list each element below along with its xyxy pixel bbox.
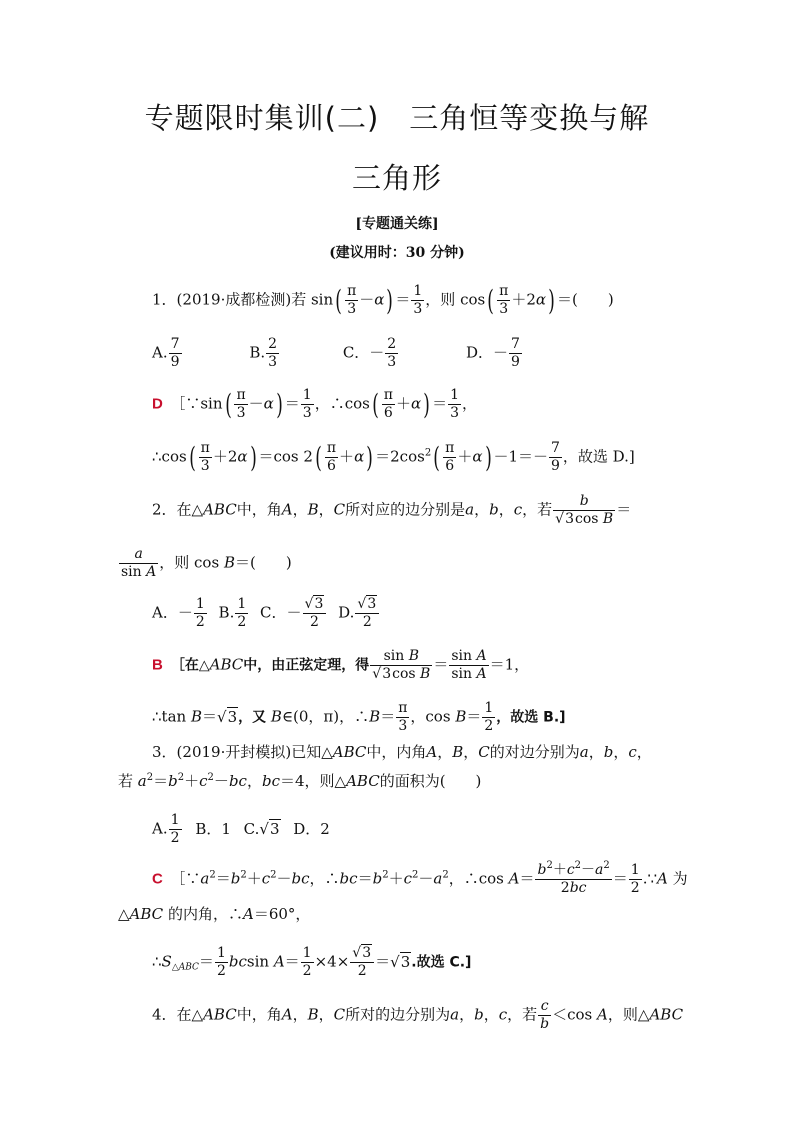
solution-1: D ［∵sin( $\frac{\pi}{3}$ －α) ＝ $\frac{1}{3}$ ，∴cos( $\frac{\pi}{6}$ ＋α) ＝ $\frac{1}{3}$ ， — [152, 387, 478, 421]
question-3-cont: 若 $a^2=b^2+c^2-bc$，bc＝4，则△ABC的面积为( ) — [118, 772, 482, 790]
question-2: 2．在△ABC中，角A，B，C所对应的边分别是a，b，c，若 $\frac{b}{\text{√3cos B}}$ ＝ — [152, 493, 632, 527]
question-1-options — [152, 336, 523, 371]
option-d[interactable]: D．－ $\frac{7}{9}$ — [466, 336, 520, 370]
option-b[interactable]: B. $\frac{1}{2}$ — [218, 596, 247, 630]
answer-1: D — [152, 395, 163, 413]
solution-2-cont: ∴tan B＝√3，又 B∈(0，π)，∴B＝ $\frac{\pi}{3}$ ，cos B＝ $\frac{1}{2}$ ，故选 B.] — [152, 700, 566, 734]
question-4: 4．在△ABC中，角A，B，C所对的边分别为a，b，c，若 $\frac{c}{b}$ ＜cos A，则△ABC — [152, 998, 684, 1032]
option-b[interactable]: B. $\frac{2}{3}$ — [249, 336, 278, 370]
question-2-options — [152, 596, 380, 631]
option-a[interactable]: A. $\frac{1}{2}$ — [152, 812, 180, 846]
answer-3: C — [152, 870, 163, 888]
option-c[interactable]: C．－ $\frac{2}{3}$ — [342, 336, 397, 370]
question-2-cont: $\frac{a}{\text{sin A}}$ ，则 cos B＝( ) — [121, 546, 292, 580]
option-d[interactable]: D. $\frac{√3}{2}$ — [338, 596, 380, 631]
option-a[interactable]: A．－ $\frac{1}{2}$ — [152, 596, 205, 630]
question-3-options — [152, 812, 330, 847]
solution-3-cont: △ABC 的内角，∴A＝60°， — [118, 905, 311, 923]
solution-3: C $[\because a^2=b^2+c^2-bc$，$\therefore bc=b^2+c^2-a^2$，∴cos A＝ $\frac{b^2+c^2-a^2}{2bc}$ ＝ $\frac{1}{2}$ .∵A 为 — [152, 860, 688, 896]
option-a[interactable]: A. $\frac{7}{9}$ — [152, 336, 180, 370]
solution-1-cont: ∴cos( $\frac{\pi}{3}$ ＋2α) ＝cos 2( $\frac{\pi}{6}$ $+\alpha) =2\cos^2$( $\frac{\pi}{6}$ ＋α) －1＝－ $\frac{7}{9}$ ，故选 D.] — [152, 440, 635, 474]
question-3: 3．(2019·开封模拟)已知△ABC中，内角A，B，C的对边分别为a，b，c， — [152, 743, 652, 761]
question-1: 1．(2019·成都检测)若 sin( $\frac{\pi}{3}$ －α) ＝ $\frac{1}{3}$ ，则 cos( $\frac{\pi}{3}$ ＋2α) ＝( ) — [152, 283, 614, 317]
page-title-continued: 三角形 — [351, 161, 442, 195]
option-d[interactable]: D．2 — [293, 819, 330, 838]
section-label: [专题通关练] — [355, 216, 439, 232]
solution-2: B ［在△ABC中，由正弦定理，得 $\frac{\text{sin B}}{\text{√3cos B}}$ ＝ $\frac{\text{sin A}}{\text{sin A}}$ ＝1， — [152, 648, 530, 682]
answer-2: B — [152, 656, 163, 674]
solution-3-area: $\therefore S_{\triangle ABC}=$ $\frac{1}{2}$ bcsin A＝ $\frac{1}{2}$ ×4× $\frac{√3}{2}$ ＝√3.故选 C.] — [152, 945, 472, 979]
option-b[interactable]: B．1 — [195, 819, 231, 838]
time-note: (建议用时：30 分钟) — [329, 245, 465, 261]
option-c[interactable]: C.√3 — [243, 819, 280, 838]
page-title: 专题限时集训(二) 三角恒等变换与解 — [144, 101, 650, 135]
option-c[interactable]: C．－ $\frac{√3}{2}$ — [260, 596, 327, 631]
